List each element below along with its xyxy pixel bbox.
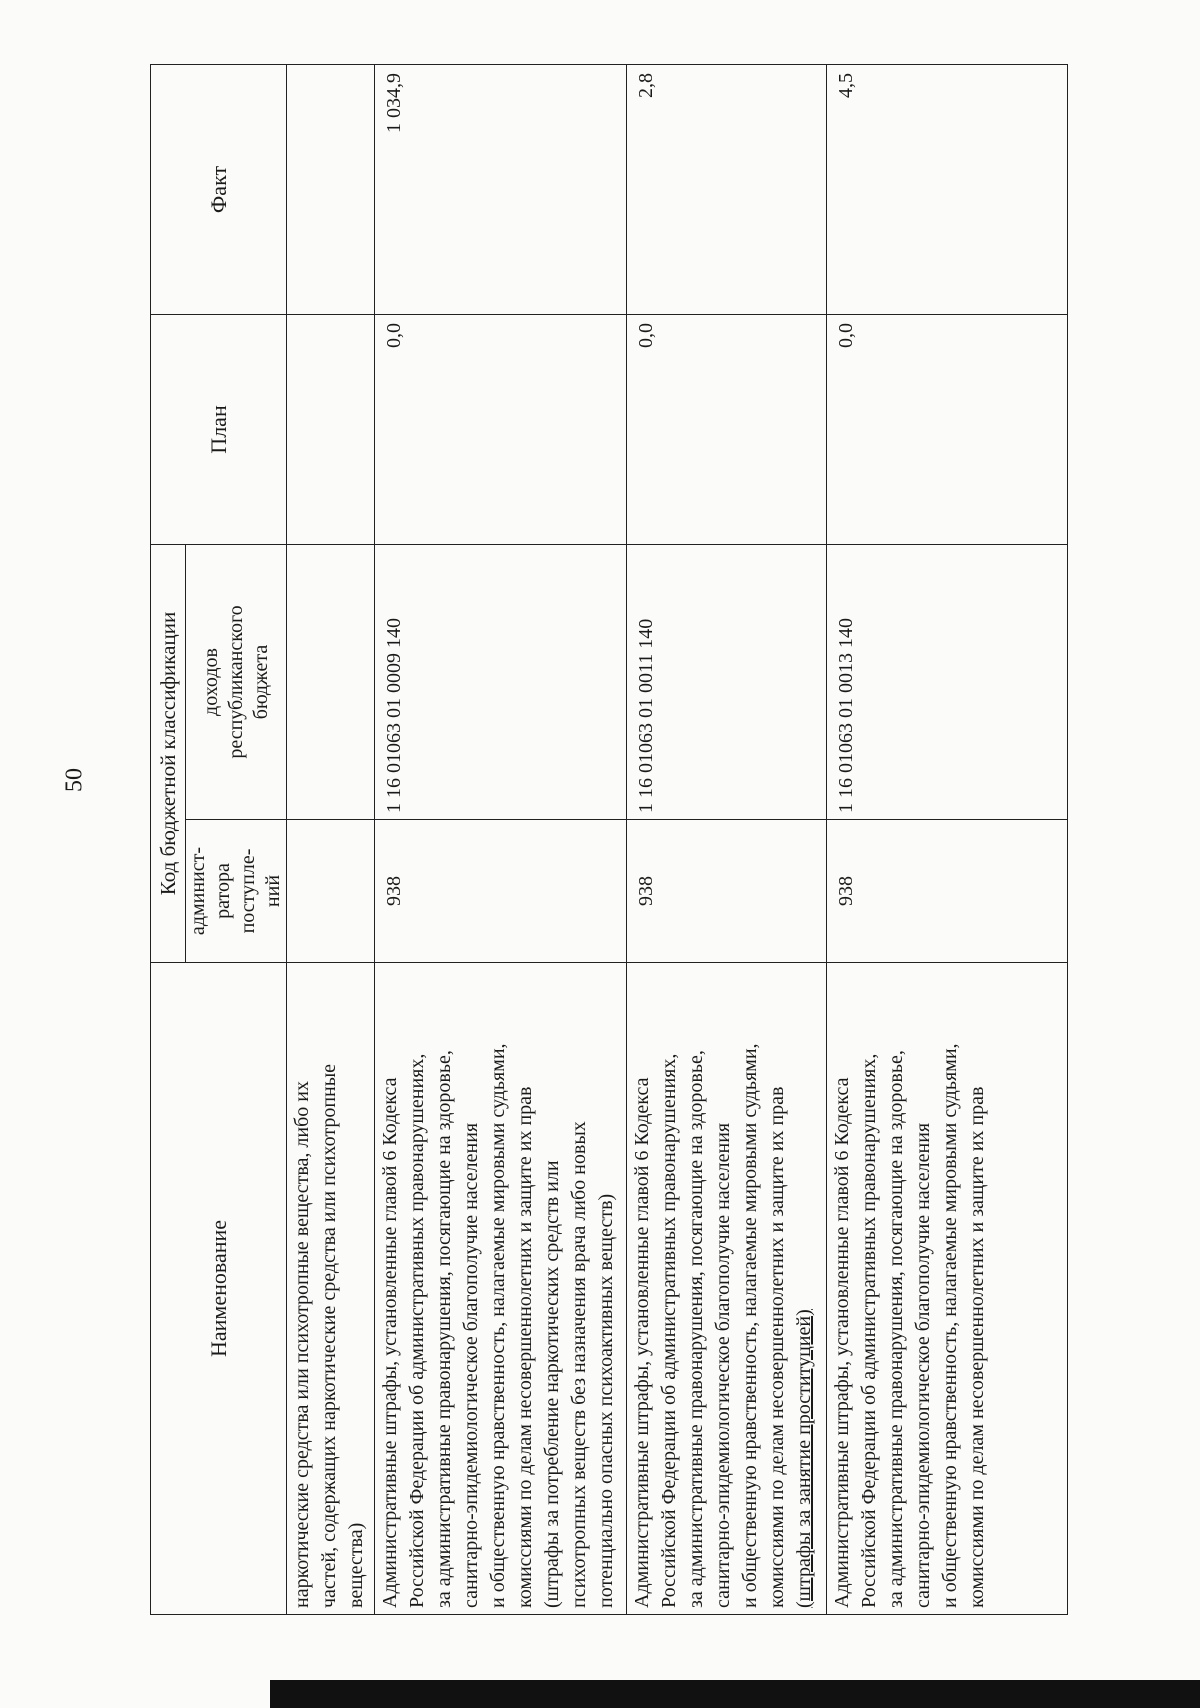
header-income: доходов республиканского бюджета [186,544,287,819]
page-number: 50 [61,768,88,792]
table-row [627,64,827,1614]
row-name: наркотические средства или психотропные вещества, либо их частей, содержащих наркотические средства или психотропные вещества) [287,963,375,1615]
row-income-code [287,544,375,819]
header-name: Наименование [151,963,287,1615]
budget-table [150,64,1068,1615]
table-row [827,64,1068,1614]
header-plan: План [151,314,287,544]
header-admin: админист- ратора поступле- ний [186,820,287,963]
row-admin-code: 938 [827,820,1068,963]
row-admin-code: 938 [375,820,627,963]
table-row [287,64,375,1614]
row-name: Административные штрафы, установленные главой 6 Кодекса Российской Федерации об административных правонарушениях, за административные правонарушения, посягающие на здоровье, санитарно-эпидемиологическое благополучие населения и общественную нравственность, налагаемые мировыми судьями, комиссиями по делам несовершеннолетних и защите их прав (штрафы за потребление наркотических средств или психотропных веществ без назначения врача либо новых потенциально опасных психоактивных веществ) [375,963,627,1615]
header-row-1 [151,64,186,1614]
header-code-group: Код бюджетной классификации [151,544,186,962]
row-fact [287,64,375,314]
row-plan: 0,0 [827,314,1068,544]
header-fact: Факт [151,64,287,314]
row-fact: 2,8 [627,64,827,314]
row-name: Административные штрафы, установленные главой 6 Кодекса Российской Федерации об административных правонарушениях, за административные правонарушения, посягающие на здоровье, санитарно-эпидемиологическое благополучие населения и общественную нравственность, налагаемые мировыми судьями, комиссиями по делам несовершеннолетних и защите их прав (штрафы за занятие проституцией) [627,963,827,1615]
table-row [375,64,627,1614]
row-fact: 1 034,9 [375,64,627,314]
row-admin-code [287,820,375,963]
row-income-code: 1 16 01063 01 0011 140 [627,544,827,819]
row-plan: 0,0 [375,314,627,544]
scan-edge-strip [270,1680,1200,1708]
row-plan: 0,0 [627,314,827,544]
row-fact: 4,5 [827,64,1068,314]
row-admin-code: 938 [627,820,827,963]
row-plan [287,314,375,544]
row-income-code: 1 16 01063 01 0013 140 [827,544,1068,819]
row-income-code: 1 16 01063 01 0009 140 [375,544,627,819]
rotated-table-area [150,65,1068,1615]
row-name: Административные штрафы, установленные главой 6 Кодекса Российской Федерации об административных правонарушениях, за административные правонарушения, посягающие на здоровье, санитарно-эпидемиологическое благополучие населения и общественную нравственность, налагаемые мировыми судьями, комиссиями по делам несовершеннолетних и защите их прав [827,963,1068,1615]
